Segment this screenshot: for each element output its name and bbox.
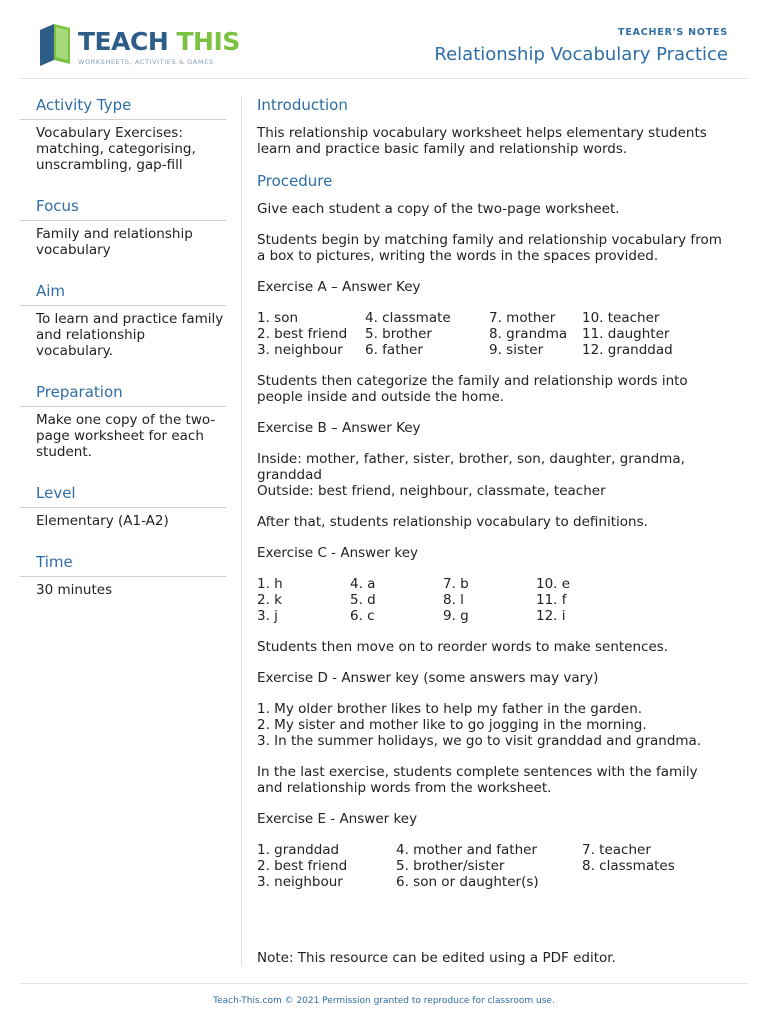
answer-item: 5. brother/sister xyxy=(396,858,505,874)
procedure-paragraph-6: In the last exercise, students complete sentences with the family and relationship words from the worksheet. xyxy=(257,764,698,796)
activity-type-heading: Activity Type xyxy=(20,96,226,120)
logo-tagline: WORKSHEETS, ACTIVITIES & GAMES xyxy=(78,58,214,66)
procedure-paragraph-5: Students then move on to reorder words to make sentences. xyxy=(257,639,669,655)
logo-wordmark xyxy=(78,27,240,56)
procedure-paragraph-2: Students begin by matching family and relationship vocabulary from a box to pictures, writing the words in the spaces provided. xyxy=(257,232,722,264)
answer-sentence: 3. In the summer holidays, we go to visit granddad and grandma. xyxy=(257,733,702,749)
preparation-text: Make one copy of the two-page worksheet for each student. xyxy=(36,412,216,460)
aim-text: To learn and practice family and relationship vocabulary. xyxy=(36,311,224,359)
activity-type-section xyxy=(20,96,226,173)
preparation-section xyxy=(20,383,226,460)
exercise-b-label: Exercise B – Answer Key xyxy=(257,420,421,436)
answer-sentence: 1. My older brother likes to help my father in the garden. xyxy=(257,701,643,717)
time-text: 30 minutes xyxy=(36,582,113,598)
answer-item: 3. j xyxy=(257,608,278,624)
page-title: Relationship Vocabulary Practice xyxy=(434,44,728,65)
answer-item: 5. d xyxy=(350,592,376,608)
time-heading: Time xyxy=(20,553,226,577)
exercise-b-outside: Outside: best friend, neighbour, classmate, teacher xyxy=(257,483,606,499)
procedure-paragraph-3: Students then categorize the family and relationship words into people inside and outside the home. xyxy=(257,373,688,405)
time-section xyxy=(20,553,226,598)
focus-text: Family and relationship vocabulary xyxy=(36,226,193,258)
activity-type-text: Vocabulary Exercises: matching, categorising, unscrambling, gap-fill xyxy=(36,125,196,173)
answer-item: 3. neighbour xyxy=(257,874,343,890)
answer-item: 11. f xyxy=(536,592,567,608)
answer-sentence: 2. My sister and mother like to go jogging in the morning. xyxy=(257,717,647,733)
exercise-c-label: Exercise C - Answer key xyxy=(257,545,418,561)
answer-item: 1. h xyxy=(257,576,283,592)
answer-item: 1. son xyxy=(257,310,299,326)
level-section xyxy=(20,484,226,529)
answer-item: 9. sister xyxy=(489,342,544,358)
exercise-a-label: Exercise A – Answer Key xyxy=(257,279,421,295)
answer-item: 12. i xyxy=(536,608,566,624)
answer-item: 4. a xyxy=(350,576,376,592)
procedure-paragraph-4: After that, students relationship vocabulary to definitions. xyxy=(257,514,648,530)
answer-item: 1. granddad xyxy=(257,842,340,858)
editing-note: Note: This resource can be edited using a PDF editor. xyxy=(257,950,616,966)
answer-item: 6. c xyxy=(350,608,375,624)
exercise-c-answer-grid xyxy=(257,576,723,624)
procedure-paragraph-1: Give each student a copy of the two-page worksheet. xyxy=(257,201,620,217)
answer-item: 8. grandma xyxy=(489,326,568,342)
footer-divider xyxy=(20,983,748,984)
answer-item: 7. b xyxy=(443,576,469,592)
main-content xyxy=(257,96,723,905)
answer-item: 2. best friend xyxy=(257,326,348,342)
logo-word-teach: TEACH xyxy=(78,27,169,56)
answer-item: 3. neighbour xyxy=(257,342,343,358)
answer-item: 6. son or daughter(s) xyxy=(396,874,539,890)
introduction-heading: Introduction xyxy=(257,96,348,114)
procedure-heading: Procedure xyxy=(257,172,333,190)
answer-item: 10. teacher xyxy=(582,310,660,326)
answer-item: 2. k xyxy=(257,592,282,608)
answer-item: 8. l xyxy=(443,592,464,608)
answer-item: 11. daughter xyxy=(582,326,670,342)
answer-item: 4. classmate xyxy=(365,310,451,326)
answer-item xyxy=(582,874,723,890)
exercise-a-answer-grid xyxy=(257,310,723,358)
answer-item: 5. brother xyxy=(365,326,432,342)
footer-copyright: Teach-This.com © 2021 Permission granted to reproduce for classroom use. xyxy=(213,996,555,1006)
answer-item: 12. granddad xyxy=(582,342,673,358)
book-icon xyxy=(36,24,74,66)
column-divider xyxy=(241,96,242,966)
level-heading: Level xyxy=(20,484,226,508)
answer-item: 9. g xyxy=(443,608,469,624)
sidebar xyxy=(20,96,226,622)
focus-heading: Focus xyxy=(20,197,226,221)
focus-section xyxy=(20,197,226,258)
exercise-b-answers xyxy=(257,451,723,499)
exercise-e-answer-grid xyxy=(257,842,723,890)
exercise-d-label: Exercise D - Answer key (some answers may vary) xyxy=(257,670,599,686)
header-divider xyxy=(20,78,748,79)
teachers-notes-label: TEACHER'S NOTES xyxy=(618,27,728,38)
level-text: Elementary (A1-A2) xyxy=(36,513,169,529)
answer-item: 10. e xyxy=(536,576,571,592)
logo-word-this: THIS xyxy=(176,27,240,56)
answer-item: 8. classmates xyxy=(582,858,675,874)
aim-section xyxy=(20,282,226,359)
answer-item: 6. father xyxy=(365,342,423,358)
exercise-e-label: Exercise E - Answer key xyxy=(257,811,418,827)
page-header xyxy=(0,0,768,78)
answer-item: 2. best friend xyxy=(257,858,348,874)
exercise-b-inside: Inside: mother, father, sister, brother, son, daughter, grandma, granddad xyxy=(257,451,685,483)
aim-heading: Aim xyxy=(20,282,226,306)
answer-item: 4. mother and father xyxy=(396,842,537,858)
preparation-heading: Preparation xyxy=(20,383,226,407)
introduction-text: This relationship vocabulary worksheet helps elementary students learn and practice basic family and relationship words. xyxy=(257,125,707,157)
answer-item: 7. teacher xyxy=(582,842,651,858)
answer-item: 7. mother xyxy=(489,310,556,326)
exercise-d-answers xyxy=(257,701,723,749)
